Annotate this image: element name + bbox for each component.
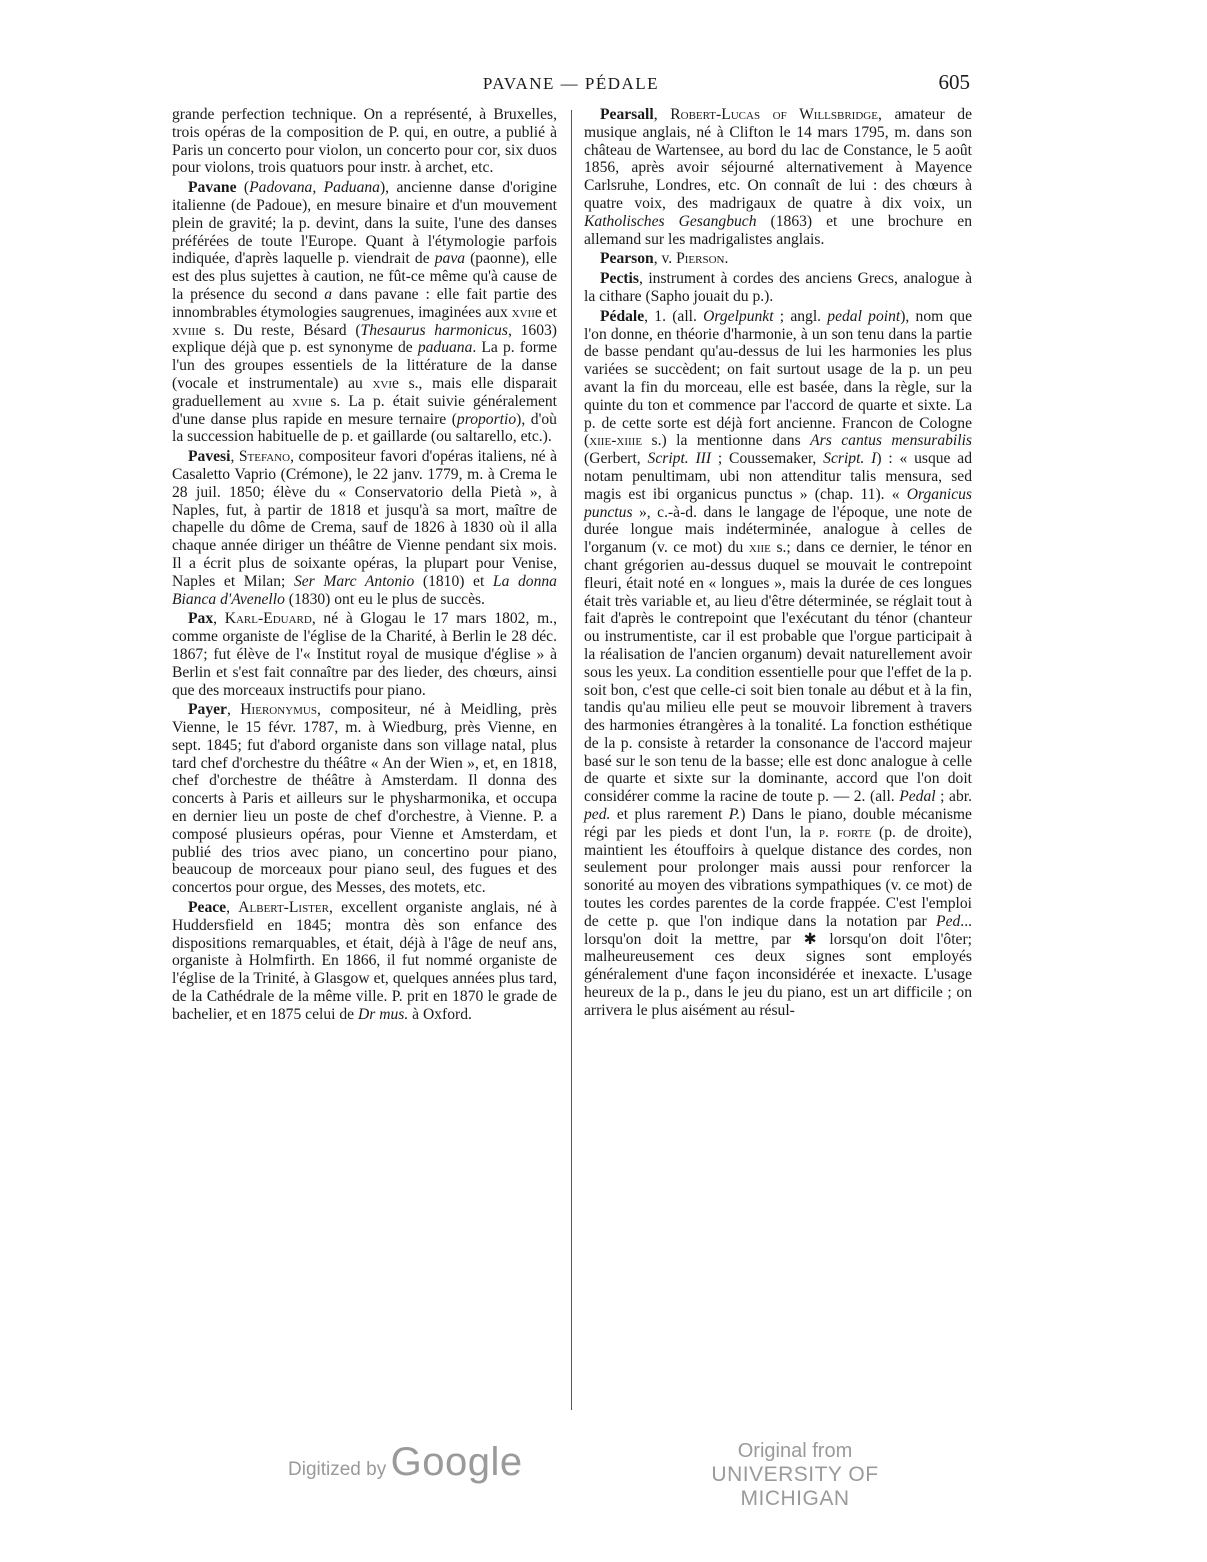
headword: Pearsall (600, 106, 654, 123)
headword: Pearson (600, 250, 654, 268)
running-title: PAVANE — PÉDALE (482, 74, 660, 93)
entry-pearson: Pearson, v. Pierson. (600, 250, 729, 268)
entry-pearsall: Pearsall, Robert-Lucas of Willsbridge, amateur de musique anglais, né à Clifton le 14 mars 1795, m. dans son château de Wartensee, au bord du lac de Constance, le 5 août 1856, après avoir séjourné alternativement à Mayence Carlsruhe, Londres, etc. On connaît de lui : des chœurs à quatre voix, des madrigaux de quatre à dix voix, un Katholisches Gesangbuch (1863) et une brochure en allemand sur les madrigalistes anglais. (584, 106, 973, 248)
headword: Pectis (600, 270, 639, 288)
entry-pavane: Pavane (Padovana, Paduana), ancienne danse d'origine italienne (de Padoue), en mesure binaire et d'un mouvement plein de gravité; la p. devint, dans la suite, l'une des danses préférées de toute l'Europe. Quant à l'étymologie parfois indiquée, d'après laquelle p. viendrait de pava (paonne), elle est des plus sujettes à caution, ne fût-ce même qu'à cause de la présence du second a dans pavane : elle fait partie des innombrables étymologies saugrenues, imaginées aux xviie et xviiie s. Du reste, Bésard (Thesaurus harmonicus, 1603) explique déjà que p. est synonyme de paduana. La p. forme l'un des groupes essentiels de la littérature de la danse (vocale et instrumentale) au xvie s., mais elle disparait graduellement au xviie s. La p. était suivie généralement d'une danse plus rapide en mesure ternaire (proportio), d'où la succession habituelle de p. et gaillarde (ou saltarello, etc.). (172, 179, 558, 446)
headword: Payer (188, 701, 227, 719)
headword: Pax (188, 610, 214, 628)
entry-pax: Pax, Karl-Eduard, né à Glogau le 17 mars 1802, m., comme organiste de l'église de la Charité, à Berlin le 28 déc. 1867; fut élève de l'« Institut royal de musique d'église » à Berlin et s'est fait connaître par des lieder, des chœurs, ainsi que des morceaux instructifs pour piano. (172, 610, 557, 699)
headword: Peace (188, 899, 227, 917)
entry-peace: Peace, Albert-Lister, excellent organiste anglais, né à Huddersfield en 1845; montra dès son enfance des dispositions remarquables, et était, déjà à l'âge de neuf ans, organiste à Holmfirth. En 1866, il fut nommé organiste de l'église de la Trinité, à Glasgow et, quelques années plus tard, de la Cathédrale de la même ville. P. prit en 1870 le grade de bachelier, et en 1875 celui de Dr mus. à Oxford. (172, 899, 557, 1023)
entry-pavesi: Pavesi, Stefano, compositeur favori d'opéras italiens, né à Casaletto Vaprio (Crémone), le 22 janv. 1779, m. à Crema le 28 juil. 1850; élève du « Conservatorio della Pietà », à Naples, fut, à partir de 1818 et jusqu'à sa mort, maître de chapelle du dôme de Crema, sauf de 1826 à 1830 où il alla chaque année diriger un théâtre de Vienne pendant six mois. Il a écrit plus de soixante opéras, la plupart pour Venise, Naples et Milan; Ser Marc Antonio (1810) et La donna Bianca d'Avenello (1830) ont eu le plus de succès. (172, 448, 557, 608)
google-logo: Google (390, 1440, 523, 1484)
entry-pectis: Pectis, instrument à cordes des anciens Grecs, analogue à la cithare (Sapho jouait du p.). (584, 270, 972, 305)
headword: Pavane (188, 179, 237, 197)
page-number: 605 (938, 70, 970, 94)
column-divider (571, 110, 572, 1410)
michigan-watermark: Original from UNIVERSITY OF MICHIGAN (711, 1440, 879, 1510)
page-header (168, 70, 974, 100)
headword: Pavesi (188, 448, 231, 466)
entry-pedale: Pédale, 1. (all. Orgelpunkt ; angl. pedal point), nom que l'on donne, en théorie d'harmonie, à un son tenu dans la partie de basse pendant qu'au-dessus de lui les harmonies les plus variées se succèdent; on fait surtout usage de la p. un peu avant la fin du morceau, elle est basée, dans la règle, sur la quinte du ton et commence par l'accord de quarte et sixte. La p. de cette sorte est déjà fort ancienne. Francon de Cologne (xiie-xiiie s.) la mentionne dans Ars cantus mensurabilis (Gerbert, Script. III ; Coussemaker, Script. I) : « usque ad notam penultimam, ubi non attenditur talis mensura, sed magis est ibi organicus punctus » (chap. 11). « Organicus punctus », c.-à-d. dans le langage de l'époque, une note de durée longue mais indéterminée, analogue à celles de l'organum (v. ce mot) du xiie s.; dans ce dernier, le ténor en chant grégorien au-dessus duquel se mouvait le contrepoint fleuri, était noté en « longues », mais la durée de ces longues était très variable et, au lieu d'être déterminée, se réglait tout à fait d'après le contrepoint que l'exécutant du ténor (chanteur ou instrumentiste, car il est probable que l'orgue participait à la réalisation de l'ancien organum) devait naturellement avoir sous les yeux. La condition essentielle pour que l'effet de la p. soit bon, c'est que celle-ci soit bien tonale au début et à la fin, tandis qu'au milieu elle peut se mouvoir librement à travers des harmonies étrangères à la tonalité. La fonction esthétique de la p. consiste à retarder la consonance de l'accord majeur basé sur le son tenu de la basse; elle est donc analogue à celle de quarte et sixte sur la dominante, accord que l'on doit considérer comme la racine de toute p. — 2. (all. Pedal ; abr. ped. et plus rarement P.) Dans le piano, double mécanisme régi par les pieds et dont l'un, la p. forte (p. de droite), maintient les étouffoirs à quelque distance des cordes, non seulement pour prolonger mais aussi pour renforcer la sonorité au moyen des vibrations sympathiques (v. ce mot) de toutes les cordes parentes de la corde frappée. C'est l'emploi de cette p. que l'on indique dans la notation par Ped... lorsqu'on doit la mettre, par ✱ lorsqu'on doit l'ôter; malheureusement ces deux signes sont employés généralement d'une façon inconsidérée et inexacte. L'usage heureux de la p., dans le jeu du piano, est un art difficile ; on arrivera le plus aisément au résul- (584, 307, 973, 1019)
headword: Pédale (600, 307, 645, 325)
left-column (172, 106, 557, 1026)
google-digitized-watermark: Digitized by Google (288, 1440, 523, 1484)
entry-payer: Payer, Hieronymus, compositeur, né à Meidling, près Vienne, le 15 févr. 1787, m. à Wiedburg, près Vienne, en sept. 1845; fut d'abord organiste dans son village natal, plus tard chef d'orchestre du théâtre « An der Wien », et, en 1818, chef d'orchestre de théâtre à Amsterdam. Il donna des concerts à Paris et ailleurs sur le physharmonika, et occupa en dernier lieu un poste de chef d'orchestre, à Vienne. P. a composé plusieurs opéras, pour Vienne et Amsterdam, et publié des trios avec piano, un concertino pour piano, beaucoup de morceaux pour piano seul, des fugues et des concertos pour orgue, des Messes, des motets, etc. (172, 701, 557, 897)
right-column (584, 106, 972, 1022)
entry-continuation: grande perfection technique. On a représenté, à Bruxelles, trois opéras de la composition de P. qui, en outre, a publié à Paris un concerto pour violon, un concerto pour cor, six duos pour violons, trois quatuors pour instr. à archet, etc. (172, 106, 557, 177)
